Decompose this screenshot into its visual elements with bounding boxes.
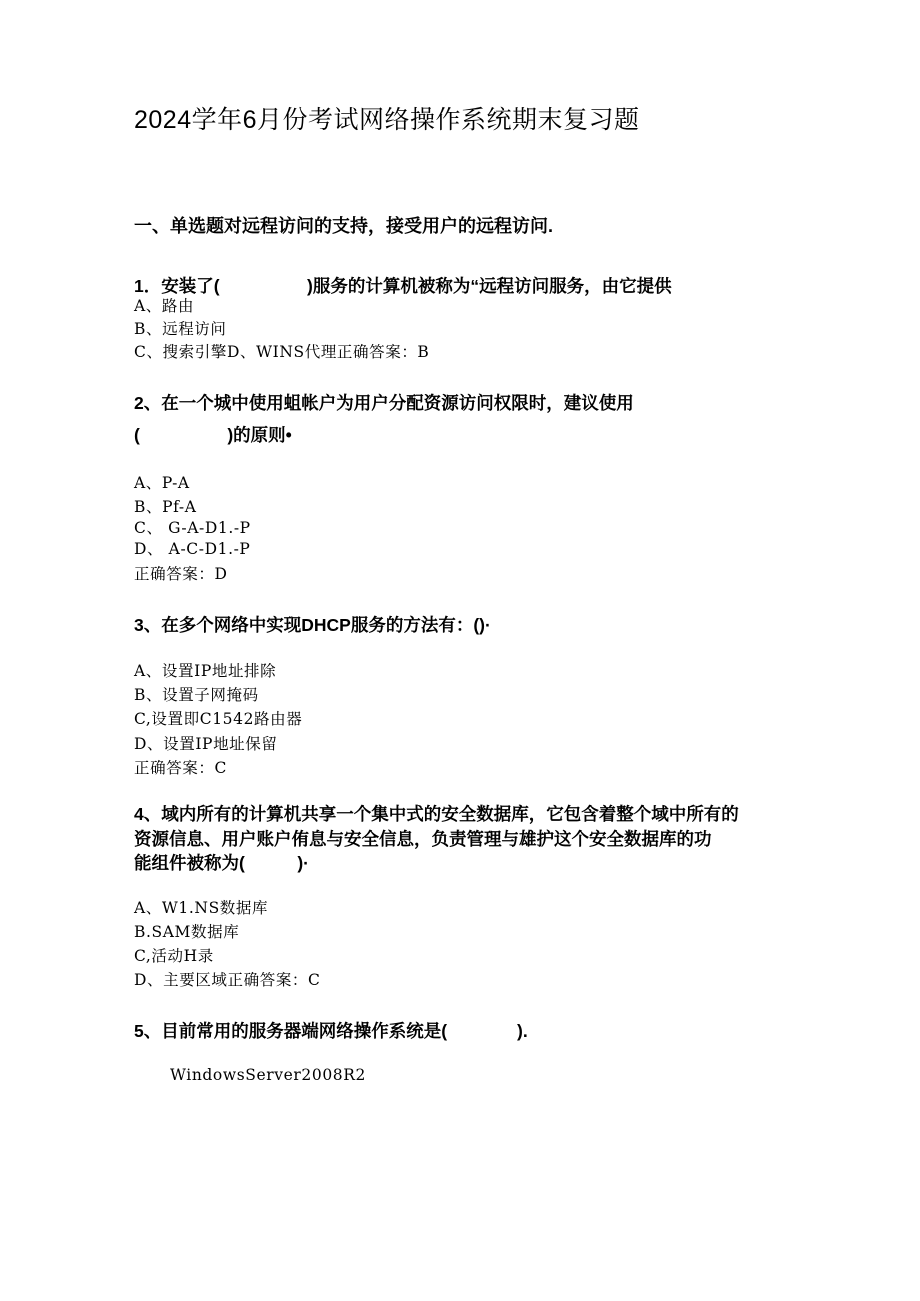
question-2-answer: 正确答案：D: [134, 565, 228, 583]
question-4-text-line-3: 能组件被称为( )·: [134, 853, 309, 873]
question-4-text-line-2: 资源信息、用户账户侑息与安全信息，负责管理与雄护这个安全数据库的功: [134, 829, 712, 849]
question-2-option-b: B、Pf-A: [134, 498, 197, 516]
question-4-text-line-1: 4、域内所有的计算机共享一个集中式的安全数据库，它包含着整个域中所有的: [134, 804, 739, 824]
question-5-text: 5、目前常用的服务器端网络操作系统是( ).: [134, 1021, 528, 1041]
question-1-option-b: B、远程访问: [134, 320, 227, 338]
question-3-text: 3、在多个网络中实现DHCP服务的方法有：()·: [134, 615, 491, 635]
question-4-option-c: C,活动H录: [134, 947, 214, 965]
question-4-option-d: D、主要区域正确答案：C: [134, 971, 321, 989]
question-2-option-c: C、 G-A-D1.-P: [134, 519, 251, 537]
question-4-option-a: A、W1.NS数据库: [134, 899, 269, 917]
question-2-option-a: A、P-A: [134, 474, 190, 492]
question-1-text: 1．安装了( )服务的计算机被称为“远程访问服务，由它提供: [134, 276, 672, 296]
question-3-answer: 正确答案：C: [134, 759, 227, 777]
question-5-answer-option: WindowsServer2008R2: [170, 1066, 366, 1084]
question-1-option-c: C、搜索引擎D、WINS代理正确答案：B: [134, 343, 430, 361]
question-1-option-a: A、路由: [134, 297, 195, 315]
question-2-text-line-1: 2、在一个城中使用蛆帐户为用户分配资源访问权限时，建议使用: [134, 393, 634, 413]
question-4-option-b: B.SAM数据库: [134, 923, 240, 941]
section-heading: 一、单选题对远程访问的支持，接受用户的远程访问.: [134, 216, 553, 236]
question-3-option-c: C,设置即C1542路由器: [134, 710, 303, 728]
document-title: 2024学年6月份考试网络操作系统期末复习题: [134, 106, 640, 134]
question-2-option-d: D、 A-C-D1.-P: [134, 540, 251, 558]
question-3-option-a: A、设置IP地址排除: [134, 662, 277, 680]
question-2-text-line-2: ( )的原则•: [134, 425, 292, 445]
question-3-option-b: B、设置子网掩码: [134, 686, 259, 704]
question-3-option-d: D、设置IP地址保留: [134, 735, 278, 753]
